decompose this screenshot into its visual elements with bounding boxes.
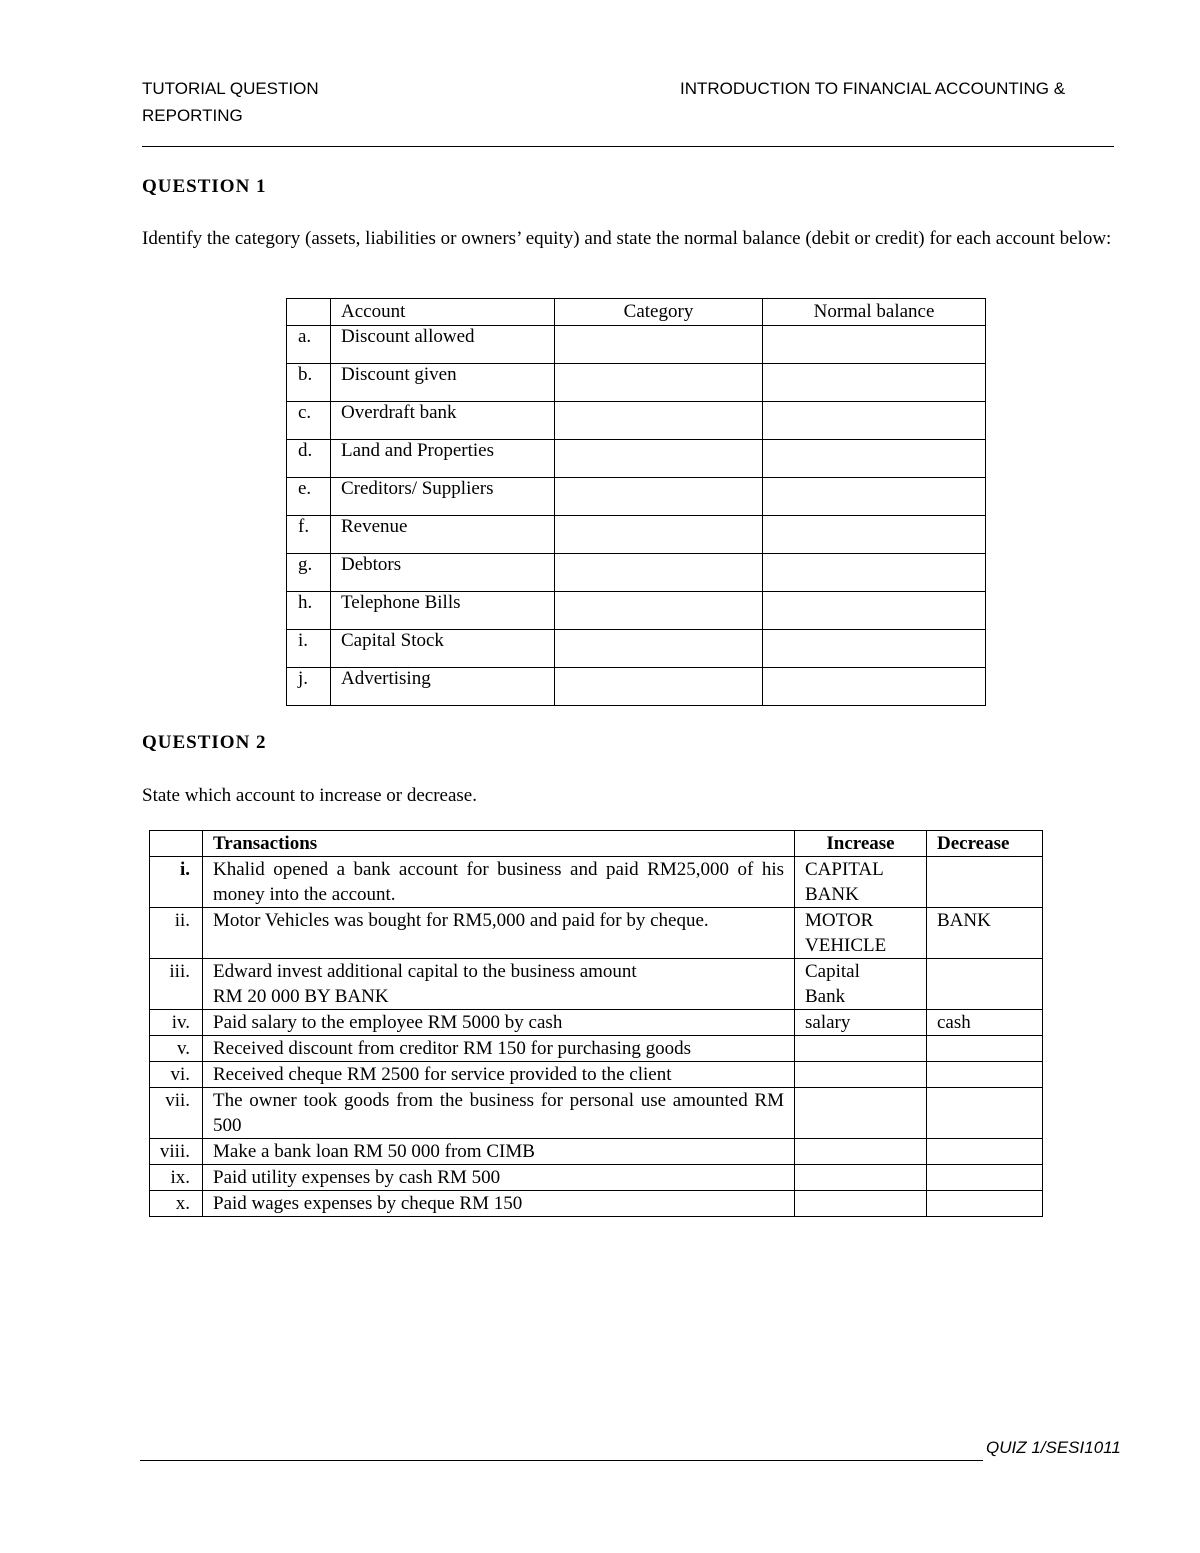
increase-answer-cell[interactable]: MOTOR VEHICLE	[795, 908, 927, 959]
category-answer-cell[interactable]	[555, 402, 763, 440]
category-answer-cell[interactable]	[555, 326, 763, 364]
category-answer-cell[interactable]	[555, 554, 763, 592]
table-row	[150, 857, 1043, 908]
normal-balance-answer-cell[interactable]	[763, 364, 986, 402]
increase-answer-cell[interactable]	[795, 1165, 927, 1191]
normal-balance-answer-cell[interactable]	[763, 478, 986, 516]
row-letter: j.	[287, 668, 331, 706]
table-row	[150, 959, 1043, 1010]
question-2-table	[149, 830, 1043, 1217]
category-answer-cell[interactable]	[555, 630, 763, 668]
table-row	[287, 516, 986, 554]
table-row	[150, 908, 1043, 959]
category-answer-cell[interactable]	[555, 440, 763, 478]
table-header-row	[150, 831, 1043, 857]
category-answer-cell[interactable]	[555, 668, 763, 706]
account-name: Telephone Bills	[331, 592, 555, 630]
row-number: v.	[150, 1036, 203, 1062]
table-row	[287, 326, 986, 364]
normal-balance-answer-cell[interactable]	[763, 516, 986, 554]
category-answer-cell[interactable]	[555, 516, 763, 554]
transaction-text: Motor Vehicles was bought for RM5,000 and paid for by cheque.	[203, 908, 795, 959]
transaction-text: Edward invest additional capital to the business amount RM 20 000 BY BANK	[203, 959, 795, 1010]
transaction-text: Paid salary to the employee RM 5000 by cash	[203, 1010, 795, 1036]
header-divider	[142, 146, 1114, 147]
account-name: Creditors/ Suppliers	[331, 478, 555, 516]
increase-answer-cell[interactable]	[795, 1191, 927, 1217]
table-row	[150, 1191, 1043, 1217]
row-number: vii.	[150, 1088, 203, 1139]
column-header-account: Account	[331, 299, 555, 326]
column-header-category: Category	[555, 299, 763, 326]
table-header-row	[287, 299, 986, 326]
table-row	[287, 668, 986, 706]
footer-divider	[140, 1460, 983, 1461]
row-letter: b.	[287, 364, 331, 402]
table-row	[287, 402, 986, 440]
row-letter: c.	[287, 402, 331, 440]
transaction-text: Khalid opened a bank account for business and paid RM25,000 of his money into the account.	[203, 857, 795, 908]
increase-answer-cell[interactable]	[795, 1036, 927, 1062]
table-row	[150, 1139, 1043, 1165]
table-row	[287, 364, 986, 402]
row-letter: h.	[287, 592, 331, 630]
row-number: vi.	[150, 1062, 203, 1088]
row-number: ii.	[150, 908, 203, 959]
decrease-answer-cell[interactable]	[927, 857, 1043, 908]
category-answer-cell[interactable]	[555, 364, 763, 402]
column-header-increase: Increase	[795, 831, 927, 857]
table-row	[150, 1010, 1043, 1036]
question-2-instruction: State which account to increase or decrease.	[142, 785, 477, 806]
normal-balance-answer-cell[interactable]	[763, 326, 986, 364]
row-number: x.	[150, 1191, 203, 1217]
row-number: i.	[150, 857, 203, 908]
category-answer-cell[interactable]	[555, 592, 763, 630]
decrease-answer-cell[interactable]	[927, 1062, 1043, 1088]
row-number: viii.	[150, 1139, 203, 1165]
column-header-normal-balance: Normal balance	[763, 299, 986, 326]
header-title-continued: REPORTING	[142, 106, 243, 125]
row-number: ix.	[150, 1165, 203, 1191]
row-letter: e.	[287, 478, 331, 516]
row-letter: g.	[287, 554, 331, 592]
table-row	[150, 1062, 1043, 1088]
normal-balance-answer-cell[interactable]	[763, 554, 986, 592]
column-header-decrease: Decrease	[927, 831, 1043, 857]
increase-answer-cell[interactable]	[795, 1062, 927, 1088]
decrease-answer-cell[interactable]	[927, 1088, 1043, 1139]
header-title: TUTORIAL QUESTION	[142, 79, 319, 98]
table-row	[150, 1036, 1043, 1062]
column-header-transactions: Transactions	[203, 831, 795, 857]
increase-answer-cell[interactable]: CAPITAL BANK	[795, 857, 927, 908]
normal-balance-answer-cell[interactable]	[763, 668, 986, 706]
table-row	[287, 440, 986, 478]
normal-balance-answer-cell[interactable]	[763, 592, 986, 630]
row-number: iii.	[150, 959, 203, 1010]
account-name: Land and Properties	[331, 440, 555, 478]
increase-answer-cell[interactable]	[795, 1139, 927, 1165]
increase-answer-cell[interactable]	[795, 1088, 927, 1139]
table-row	[287, 478, 986, 516]
footer-quiz-code: QUIZ 1/SESI1011	[986, 1438, 1121, 1457]
transaction-text: Received cheque RM 2500 for service provided to the client	[203, 1062, 795, 1088]
increase-answer-cell[interactable]: Capital Bank	[795, 959, 927, 1010]
account-name: Debtors	[331, 554, 555, 592]
normal-balance-answer-cell[interactable]	[763, 440, 986, 478]
account-name: Advertising	[331, 668, 555, 706]
header-left	[142, 75, 319, 129]
account-name: Revenue	[331, 516, 555, 554]
transaction-text: Make a bank loan RM 50 000 from CIMB	[203, 1139, 795, 1165]
decrease-answer-cell[interactable]	[927, 959, 1043, 1010]
table-row	[287, 554, 986, 592]
decrease-answer-cell[interactable]	[927, 1036, 1043, 1062]
question-1-table	[286, 298, 986, 706]
transaction-text: Paid wages expenses by cheque RM 150	[203, 1191, 795, 1217]
account-name: Overdraft bank	[331, 402, 555, 440]
row-letter: f.	[287, 516, 331, 554]
decrease-answer-cell[interactable]: BANK	[927, 908, 1043, 959]
transaction-text: The owner took goods from the business for personal use amounted RM 500	[203, 1088, 795, 1139]
question-1-title: QUESTION 1	[142, 176, 267, 197]
transaction-text: Paid utility expenses by cash RM 500	[203, 1165, 795, 1191]
category-answer-cell[interactable]	[555, 478, 763, 516]
normal-balance-answer-cell[interactable]	[763, 630, 986, 668]
row-letter: i.	[287, 630, 331, 668]
row-number: iv.	[150, 1010, 203, 1036]
normal-balance-answer-cell[interactable]	[763, 402, 986, 440]
account-name: Discount allowed	[331, 326, 555, 364]
question-2-title: QUESTION 2	[142, 732, 267, 753]
increase-answer-cell[interactable]: salary	[795, 1010, 927, 1036]
decrease-answer-cell[interactable]: cash	[927, 1010, 1043, 1036]
row-letter: a.	[287, 326, 331, 364]
account-name: Discount given	[331, 364, 555, 402]
question-1-instruction: Identify the category (assets, liabilities or owners’ equity) and state the normal balance (debit or credit) for each account below:	[142, 228, 1112, 249]
header-course-title: INTRODUCTION TO FINANCIAL ACCOUNTING &	[680, 79, 1066, 98]
row-letter: d.	[287, 440, 331, 478]
table-row	[150, 1165, 1043, 1191]
decrease-answer-cell[interactable]	[927, 1191, 1043, 1217]
transaction-text: Received discount from creditor RM 150 for purchasing goods	[203, 1036, 795, 1062]
account-name: Capital Stock	[331, 630, 555, 668]
column-header-blank	[150, 831, 203, 857]
column-header-blank	[287, 299, 331, 326]
table-row	[287, 630, 986, 668]
table-row	[150, 1088, 1043, 1139]
table-row	[287, 592, 986, 630]
decrease-answer-cell[interactable]	[927, 1139, 1043, 1165]
decrease-answer-cell[interactable]	[927, 1165, 1043, 1191]
